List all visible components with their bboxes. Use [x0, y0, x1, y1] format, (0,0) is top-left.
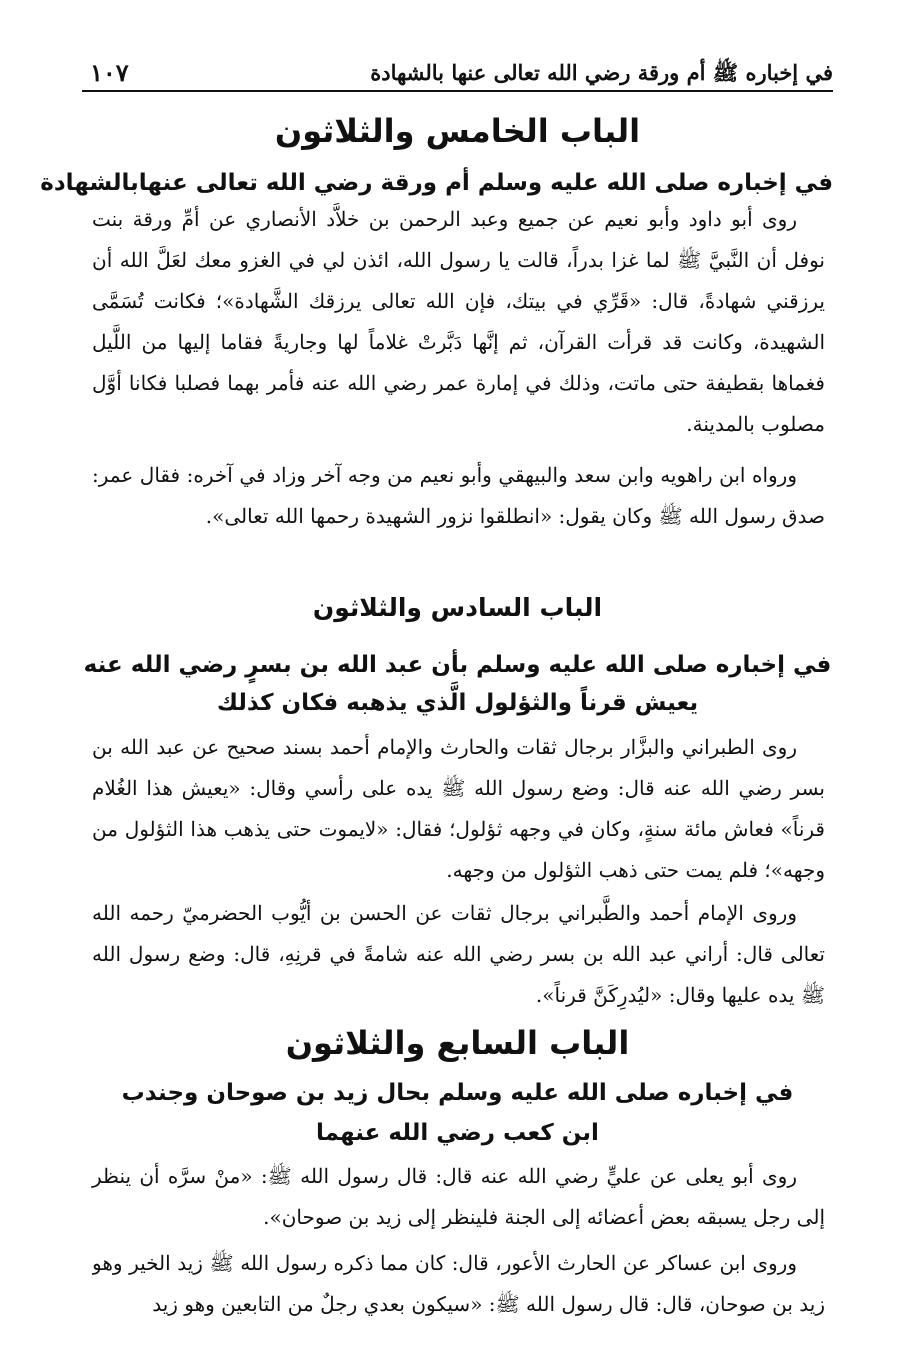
- chapter-35-paragraph-2: ورواه ابن راهويه وابن سعد والبيهقي وأبو نعيم من وجه آخر وزاد في آخره: فقال عمر: صدق رسول الله ﷺ وكان يقول: «انطلقوا نزور الشهيدة رحمها الله تعالى».: [92, 463, 825, 528]
- chapter-37-paragraph-1: روى أبو يعلى عن عليٍّ رضي الله عنه قال: قال رسول الله ﷺ: «منْ سرَّه أن ينظر إلى رجل يسبقه بعض أعضائه إلى الجنة فلينظر إلى زيد بن صوحان».: [92, 1164, 825, 1229]
- chapter-35-title: الباب الخامس والثلاثون: [274, 112, 641, 150]
- chapter-37-title: الباب السابع والثلاثون: [285, 1024, 630, 1062]
- chapter-36-title: الباب السادس والثلاثون: [312, 593, 603, 622]
- chapter-37-subtitle-line-1: في إخباره صلى الله عليه وسلم بحال زيد بن صوحان وجندب: [121, 1080, 794, 1106]
- page-number: ١٠٧: [90, 58, 129, 87]
- chapter-37-paragraph-2: وروى ابن عساكر عن الحارث الأعور، قال: كان مما ذكره رسول الله ﷺ زيد الخير وهو زيد بن صوحان، قال: قال رسول الله ﷺ: «سيكون بعدي رجلٌ من التابعين وهو زيد: [92, 1251, 825, 1316]
- running-header: [82, 50, 833, 92]
- running-title: في إخباره ﷺ أم ورقة رضي الله تعالى عنها بالشهادة: [370, 60, 833, 85]
- chapter-36-paragraph-2: وروى الإمام أحمد والطَّبراني برجال ثقات عن الحسن بن أيُّوب الحضرميّ رحمه الله تعالى قال: أراني عبد الله بن بسر رضي الله عنه شامةً في قرنِهِ، قال: وضع رسول الله ﷺ يده عليها وقال: «ليُدرِكَنَّ قرناً».: [92, 901, 825, 1007]
- chapter-35-paragraph-1: روى أبو داود وأبو نعيم عن جميع وعبد الرحمن بن خلاَّد الأنصاري عن أمِّ ورقة بنت نوفل أن النَّبيَّ ﷺ لما غزا بدراً، قالت يا رسول الله، ائذن لي في الغزو معك لعَلَّ الله أن يرزقني شهادةً، قال: «قَرِّي في بيتك، فإن الله تعالى يرزقك الشَّهادة»؛ فكانت تُسَمَّى الشهيدة، وكانت قد قرأت القرآن، ثم إنَّها دَبَّرتْ غلاماً لها وجاريةً فقاما إليها من اللَّيل فغماها بقطيفة حتى ماتت، وذلك في إمارة عمر رضي الله عنه فأمر بهما فصلبا فكانا أوَّل مصلوب بالمدينة.: [92, 207, 825, 436]
- chapter-36-subtitle-line-1: في إخباره صلى الله عليه وسلم بأن عبد الله بن بسرٍ رضي الله عنه: [83, 652, 832, 678]
- chapter-36-subtitle-line-2: يعيش قرناً والثؤلول الَّذي يذهبه فكان كذلك: [216, 690, 699, 716]
- chapter-37-subtitle-line-2: ابن كعب رضي الله عنهما: [316, 1120, 599, 1146]
- chapter-35-subtitle: في إخباره صلى الله عليه وسلم أم ورقة رضي الله تعالى عنهابالشهادة: [40, 170, 833, 196]
- chapter-36-paragraph-1: روى الطبراني والبزَّار برجال ثقات والحارث والإمام أحمد بسند صحيح عن عبد الله بن بسر رضي الله عنه قال: وضع رسول الله ﷺ يده على رأسي وقال: «يعيش هذا الغُلام قرناً» فعاش مائة سنةٍ، وكان في وجهه ثؤلول؛ فقال: «لايموت حتى يذهب هذا الثؤلول من وجهه»؛ فلم يمت حتى ذهب الثؤلول من وجهه.: [92, 735, 825, 882]
